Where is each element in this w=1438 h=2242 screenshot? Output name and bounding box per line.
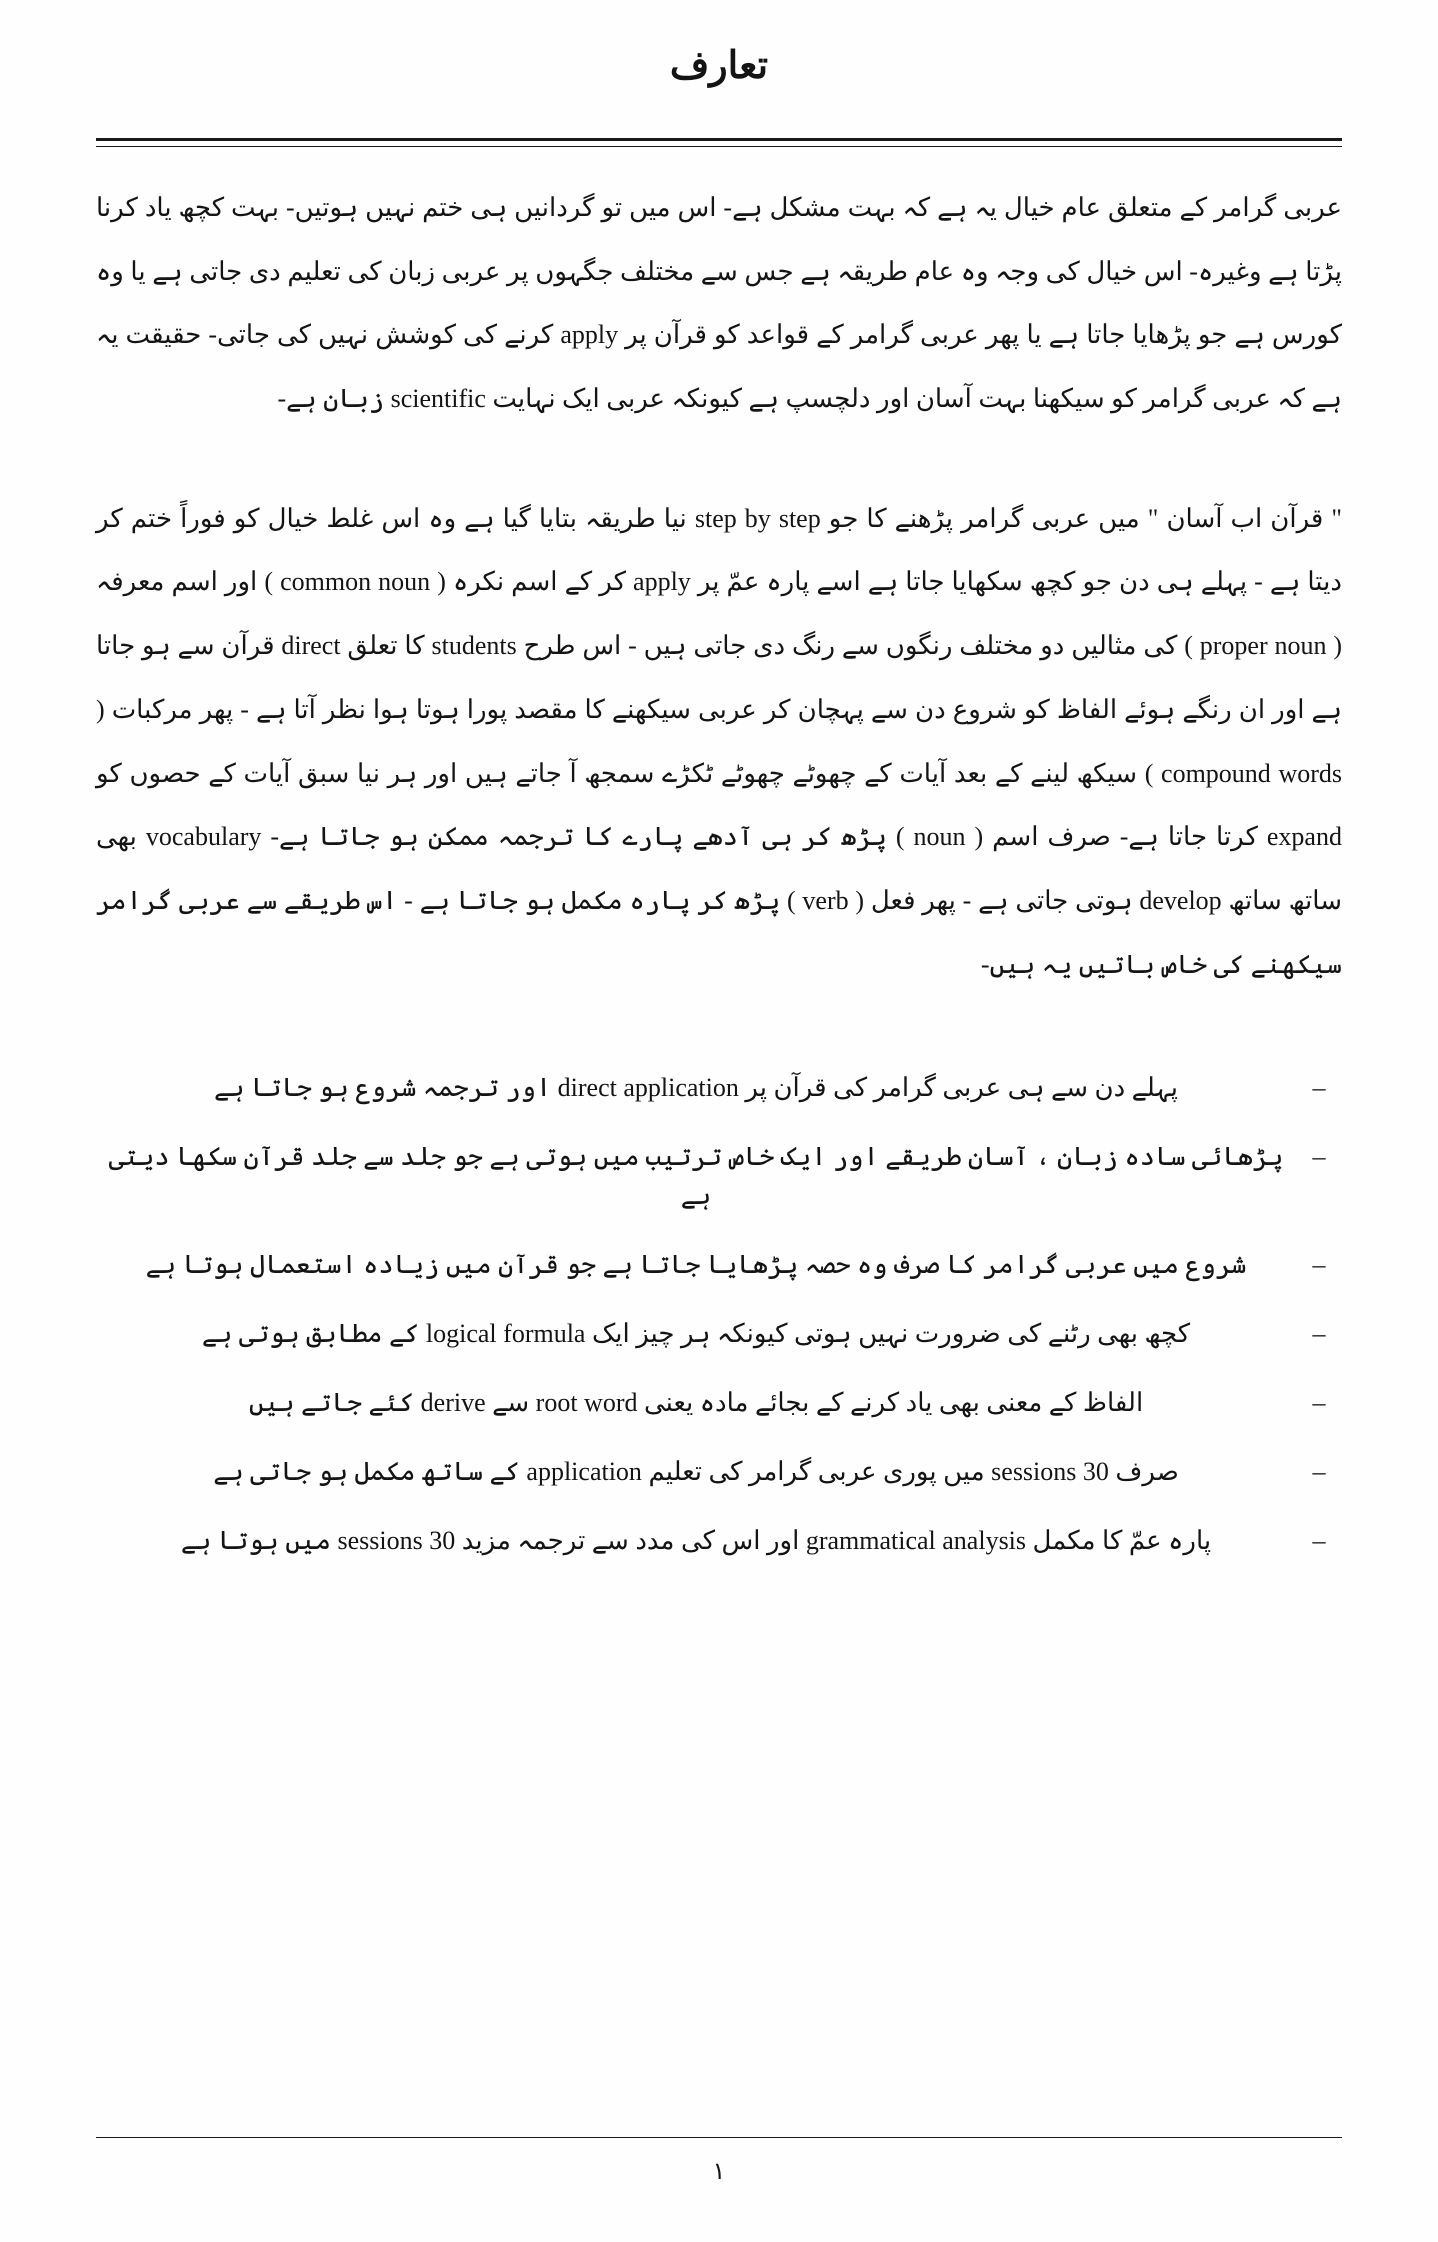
list-item-label: شروع میں عربی گرامر کا صرف وہ حصہ پڑھایا جاتا ہے جو قرآن میں زیادہ استعمال ہوتا ہے [145, 1250, 1247, 1280]
bullet-dash-icon: – [1312, 1457, 1326, 1487]
paragraph-method-line-4: تعلق direct قرآن سے ہو جاتا ہے اور ان رنگے ہوئے الفاظ کو شروع دن سے پہچان کر عربی سیکھنے کا مقصد پورا ہوتا [96, 631, 1342, 724]
bullet-dash-icon: – [1312, 1388, 1326, 1418]
list-item-label: پہلے دن سے ہی عربی گرامر کی قرآن پر direct application اور ترجمہ شروع ہو جاتا ہے [213, 1073, 1178, 1103]
paragraph-intro-line-3: کورس ہے جو پڑھایا جاتا ہے یا پھر عربی گرامر کے قواعد کو قرآن پر apply کرنے کی کوشش نہیں کی جاتی- حقیقت [125, 320, 1343, 350]
list-item-label: کچھ بھی رٹنے کی ضرورت نہیں ہوتی کیونکہ ہر چیز ایک logical formula کے مطابق ہوتی ہے [201, 1319, 1191, 1349]
paragraph-intro [96, 176, 1342, 431]
page-body [96, 176, 1342, 2092]
header-rule-thick [96, 138, 1342, 141]
paragraph-method-line-5: ہوا نظر آتا ہے - پھر مرکبات ( compound words ) سیکھ لینے کے بعد آیات کے چھوٹے چھوٹے ٹکڑے [96, 694, 1342, 788]
list-item [96, 1383, 1342, 1422]
page-title: تعارف [669, 45, 769, 87]
bullet-dash-icon: – [1312, 1526, 1326, 1556]
paragraph-method [96, 487, 1342, 997]
feature-list [96, 1068, 1342, 1560]
paragraph-method-line-1: " قرآن اب آسان " میں عربی گرامر پڑھنے کا جو step by step نیا طریقہ بتایا گیا ہے وہ اس غلط خیال کو فوراً ختم [130, 503, 1343, 533]
list-item [96, 1452, 1342, 1491]
list-item [96, 1314, 1342, 1353]
list-item-label: پارہ عمّ کا مکمل grammatical analysis اور اس کی مدد سے ترجمہ مزید 30 sessions میں ہوتا ہے [180, 1526, 1212, 1556]
paragraph-intro-line-1: عربی گرامر کے متعلق عام خیال یہ ہے کہ بہت مشکل ہے- اس میں تو گردانیں ہی ختم نہیں ہوتیں- بہت کچھ یاد [144, 193, 1343, 222]
bullet-dash-icon: – [1312, 1250, 1326, 1280]
paragraph-method-line-6: سمجھ آ جاتے ہیں اور ہر نیا سبق آیات کے حصوں کو expand کرتا جاتا ہے- صرف اسم ( noun ) پڑھ کر ہی [96, 758, 1342, 852]
bullet-dash-icon: – [1312, 1073, 1326, 1103]
page-number: ۱ [712, 2159, 726, 2185]
paragraph-method-line-3: اور اسم معرفہ ( proper noun ) کی مثالیں دو مختلف رنگوں سے رنگ دی جاتی ہیں - اس طرح students کا [96, 567, 1343, 661]
paragraph-method-line-2: کر دیتا ہے - پہلے ہی دن جو کچھ سکھایا جاتا ہے اسے پارہ عمّ پر apply کر کے اسم نکرہ ( common noun ) [96, 503, 1342, 597]
page-header [0, 44, 1438, 90]
bullet-dash-icon: – [1312, 1319, 1326, 1349]
footer-rule [96, 2137, 1342, 2138]
paragraph-method-line-7: آدھے پارے کا ترجمہ ممکن ہو جاتا ہے- vocabulary بھی ساتھ ساتھ develop ہوتی جاتی ہے - پھر فعل [96, 822, 1342, 915]
list-item-label: صرف 30 sessions میں پوری عربی گرامر کی تعلیم application کے ساتھ مکمل ہو جاتی ہے [213, 1457, 1179, 1487]
paragraph-intro-line-4: یہ ہے کہ عربی گرامر کو سیکھنا بہت آسان اور دلچسپ ہے کیونکہ عربی ایک نہایت scientific زبان ہے- [96, 320, 1342, 414]
bullet-dash-icon: – [1312, 1142, 1326, 1172]
list-item-label: پڑھائی سادہ زبان ، آسان طریقے اور ایک خاص ترتیب میں ہوتی ہے جو جلد سے جلد قرآن سکھا دیتی ہے [108, 1142, 1284, 1211]
paragraph-intro-line-2: کرنا پڑتا ہے وغیرہ- اس خیال کی وجہ وہ عام طریقہ ہے جس سے مختلف جگہوں پر عربی زبان کی تعلیم دی جاتی ہے یا وہ [96, 193, 1342, 286]
list-item [96, 1137, 1342, 1215]
list-item [96, 1068, 1342, 1107]
list-item-label: الفاظ کے معنی بھی یاد کرنے کے بجائے مادہ یعنی root word سے derive کئے جاتے ہیں [248, 1388, 1144, 1418]
header-rule-thin [96, 146, 1342, 147]
list-item [96, 1245, 1342, 1284]
list-item [96, 1521, 1342, 1560]
paragraph-method-line-8: ( verb ) پڑھ کر پارہ مکمل ہو جاتا ہے - اس طریقے سے عربی گرامر سیکھنے کی خاص باتیں یہ ہیں- [96, 885, 1342, 979]
